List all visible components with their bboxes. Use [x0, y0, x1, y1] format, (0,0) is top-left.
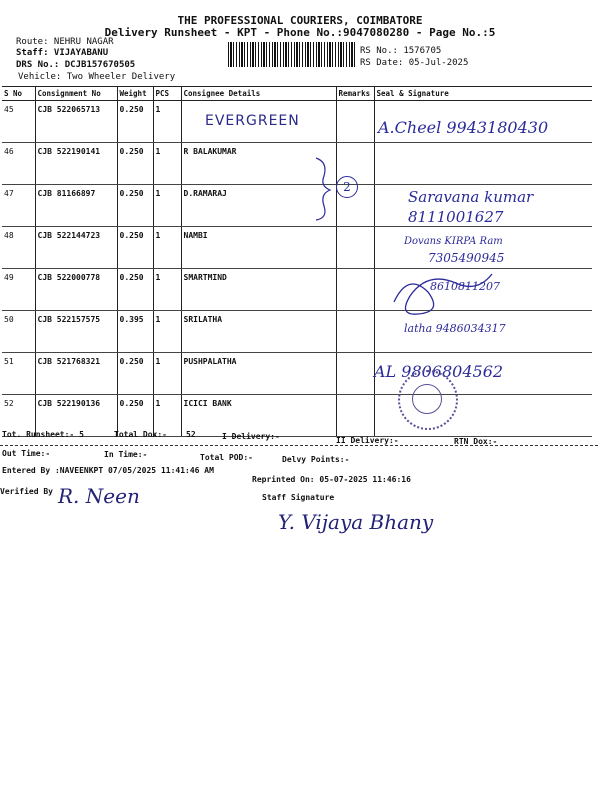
row-consignee: D.RAMARAJ — [181, 185, 336, 227]
row-consignment: CJB 522157575 — [35, 311, 117, 353]
signature-row-47-name: Saravana kumar — [408, 188, 534, 206]
row-pcs: 1 — [153, 143, 181, 185]
col-consignee: Consignee Details — [181, 87, 336, 101]
row-consignment: CJB 522190136 — [35, 395, 117, 437]
delvy-points: Delvy Points:- — [282, 455, 350, 464]
row-consignee: ICICI BANK — [181, 395, 336, 437]
tot-runsheet: Tot. Runsheet:- 5 — [2, 430, 84, 439]
reprinted-on: Reprinted On: 05-07-2025 11:46:16 — [252, 475, 411, 484]
signature-row-48-phone: 7305490945 — [428, 251, 505, 265]
rs-no: RS No.: 1576705 — [360, 46, 442, 56]
row-consignee: R BALAKUMAR — [181, 143, 336, 185]
brace-mark-icon — [312, 156, 334, 222]
row-pcs: 1 — [153, 227, 181, 269]
row-pcs: 1 — [153, 269, 181, 311]
table-header-row — [2, 87, 592, 101]
entered-by: Entered By :NAVEENKPT 07/05/2025 11:41:46 AM — [2, 466, 214, 475]
signature-row-49: 8610811207 — [430, 280, 500, 293]
verified-by-label: Verified By — [0, 487, 53, 496]
row-seal — [374, 143, 592, 185]
row-consignee: SRILATHA — [181, 311, 336, 353]
table-row — [2, 269, 592, 311]
footer-divider — [0, 445, 598, 446]
out-time: Out Time:- — [2, 449, 51, 458]
row-sno: 45 — [2, 101, 35, 143]
row-consignee: NAMBI — [181, 227, 336, 269]
rs-date: RS Date: 05-Jul-2025 — [360, 58, 469, 68]
ii-delivery: II Delivery:- — [336, 436, 399, 445]
row-sno: 49 — [2, 269, 35, 311]
row-consignment: CJB 521768321 — [35, 353, 117, 395]
bank-stamp-emblem — [412, 384, 442, 414]
row-sno: 51 — [2, 353, 35, 395]
row-sno: 48 — [2, 227, 35, 269]
col-seal: Seal & Signature — [374, 87, 592, 101]
verifier-signature: R. Neen — [58, 484, 140, 508]
row-consignment: CJB 522190141 — [35, 143, 117, 185]
signature-row-51: AL 9806804562 — [374, 362, 504, 381]
row-remarks — [336, 269, 374, 311]
row-sno: 47 — [2, 185, 35, 227]
row-sno: 52 — [2, 395, 35, 437]
row-remarks — [336, 311, 374, 353]
row-pcs: 1 — [153, 185, 181, 227]
col-pcs: PCS — [153, 87, 181, 101]
i-delivery: I Delivery:- — [222, 432, 280, 441]
col-consignment: Consignment No — [35, 87, 117, 101]
total-dox-label: Total Dox:- — [114, 430, 167, 439]
total-pod: Total POD:- — [200, 453, 253, 462]
row-remarks — [336, 227, 374, 269]
row-consignment: CJB 81166897 — [35, 185, 117, 227]
row-weight: 0.250 — [117, 143, 153, 185]
drs-label: DRS No.: DCJB157670505 — [16, 60, 136, 70]
company-title: THE PROFESSIONAL COURIERS, COIMBATORE — [177, 14, 423, 27]
col-remarks: Remarks — [336, 87, 374, 101]
route-label: Route: NEHRU NAGAR — [16, 37, 114, 47]
col-weight: Weight — [117, 87, 153, 101]
rtn-dox: RTN Dox:- — [454, 437, 498, 446]
row-remarks — [336, 353, 374, 395]
row-weight: 0.250 — [117, 101, 153, 143]
signature-row-47-phone: 8111001627 — [408, 208, 504, 226]
row-sno: 46 — [2, 143, 35, 185]
table-row — [2, 353, 592, 395]
row-weight: 0.395 — [117, 311, 153, 353]
row-weight: 0.250 — [117, 395, 153, 437]
staff-signature-label: Staff Signature — [262, 493, 335, 502]
row-weight: 0.250 — [117, 185, 153, 227]
row-consignment: CJB 522000778 — [35, 269, 117, 311]
runsheet-subtitle: Delivery Runsheet - KPT - Phone No.:9047080280 - Page No.:5 — [104, 26, 496, 39]
row-pcs: 1 — [153, 353, 181, 395]
row-pcs: 1 — [153, 395, 181, 437]
row-weight: 0.250 — [117, 269, 153, 311]
row-weight: 0.250 — [117, 353, 153, 395]
row-sno: 50 — [2, 311, 35, 353]
row-weight: 0.250 — [117, 227, 153, 269]
signature-row-45: A.Cheel 9943180430 — [378, 118, 549, 137]
row-consignee: SMARTMIND — [181, 269, 336, 311]
row-consignment: CJB 522144723 — [35, 227, 117, 269]
row-remarks — [336, 395, 374, 437]
staff-signature: Y. Vijaya Bhany — [278, 510, 434, 534]
row-consignment: CJB 522065713 — [35, 101, 117, 143]
table-row — [2, 143, 592, 185]
remark-circled-number: 2 — [336, 176, 358, 198]
total-dox-value: 52 — [186, 430, 196, 439]
row-pcs: 1 — [153, 311, 181, 353]
handwritten-evergreen: EVERGREEN — [205, 113, 300, 129]
in-time: In Time:- — [104, 450, 148, 459]
barcode — [228, 42, 356, 67]
table-row — [2, 395, 592, 437]
col-sno: S No — [2, 87, 35, 101]
row-pcs: 1 — [153, 101, 181, 143]
row-consignee: PUSHPALATHA — [181, 353, 336, 395]
signature-row-48-name: Dovans KIRPA Ram — [404, 236, 503, 247]
row-remarks — [336, 101, 374, 143]
staff-label: Staff: VIJAYABANU — [16, 48, 109, 58]
signature-row-50: latha 9486034317 — [404, 322, 506, 335]
vehicle-label: Vehicle: Two Wheeler Delivery — [18, 72, 176, 82]
